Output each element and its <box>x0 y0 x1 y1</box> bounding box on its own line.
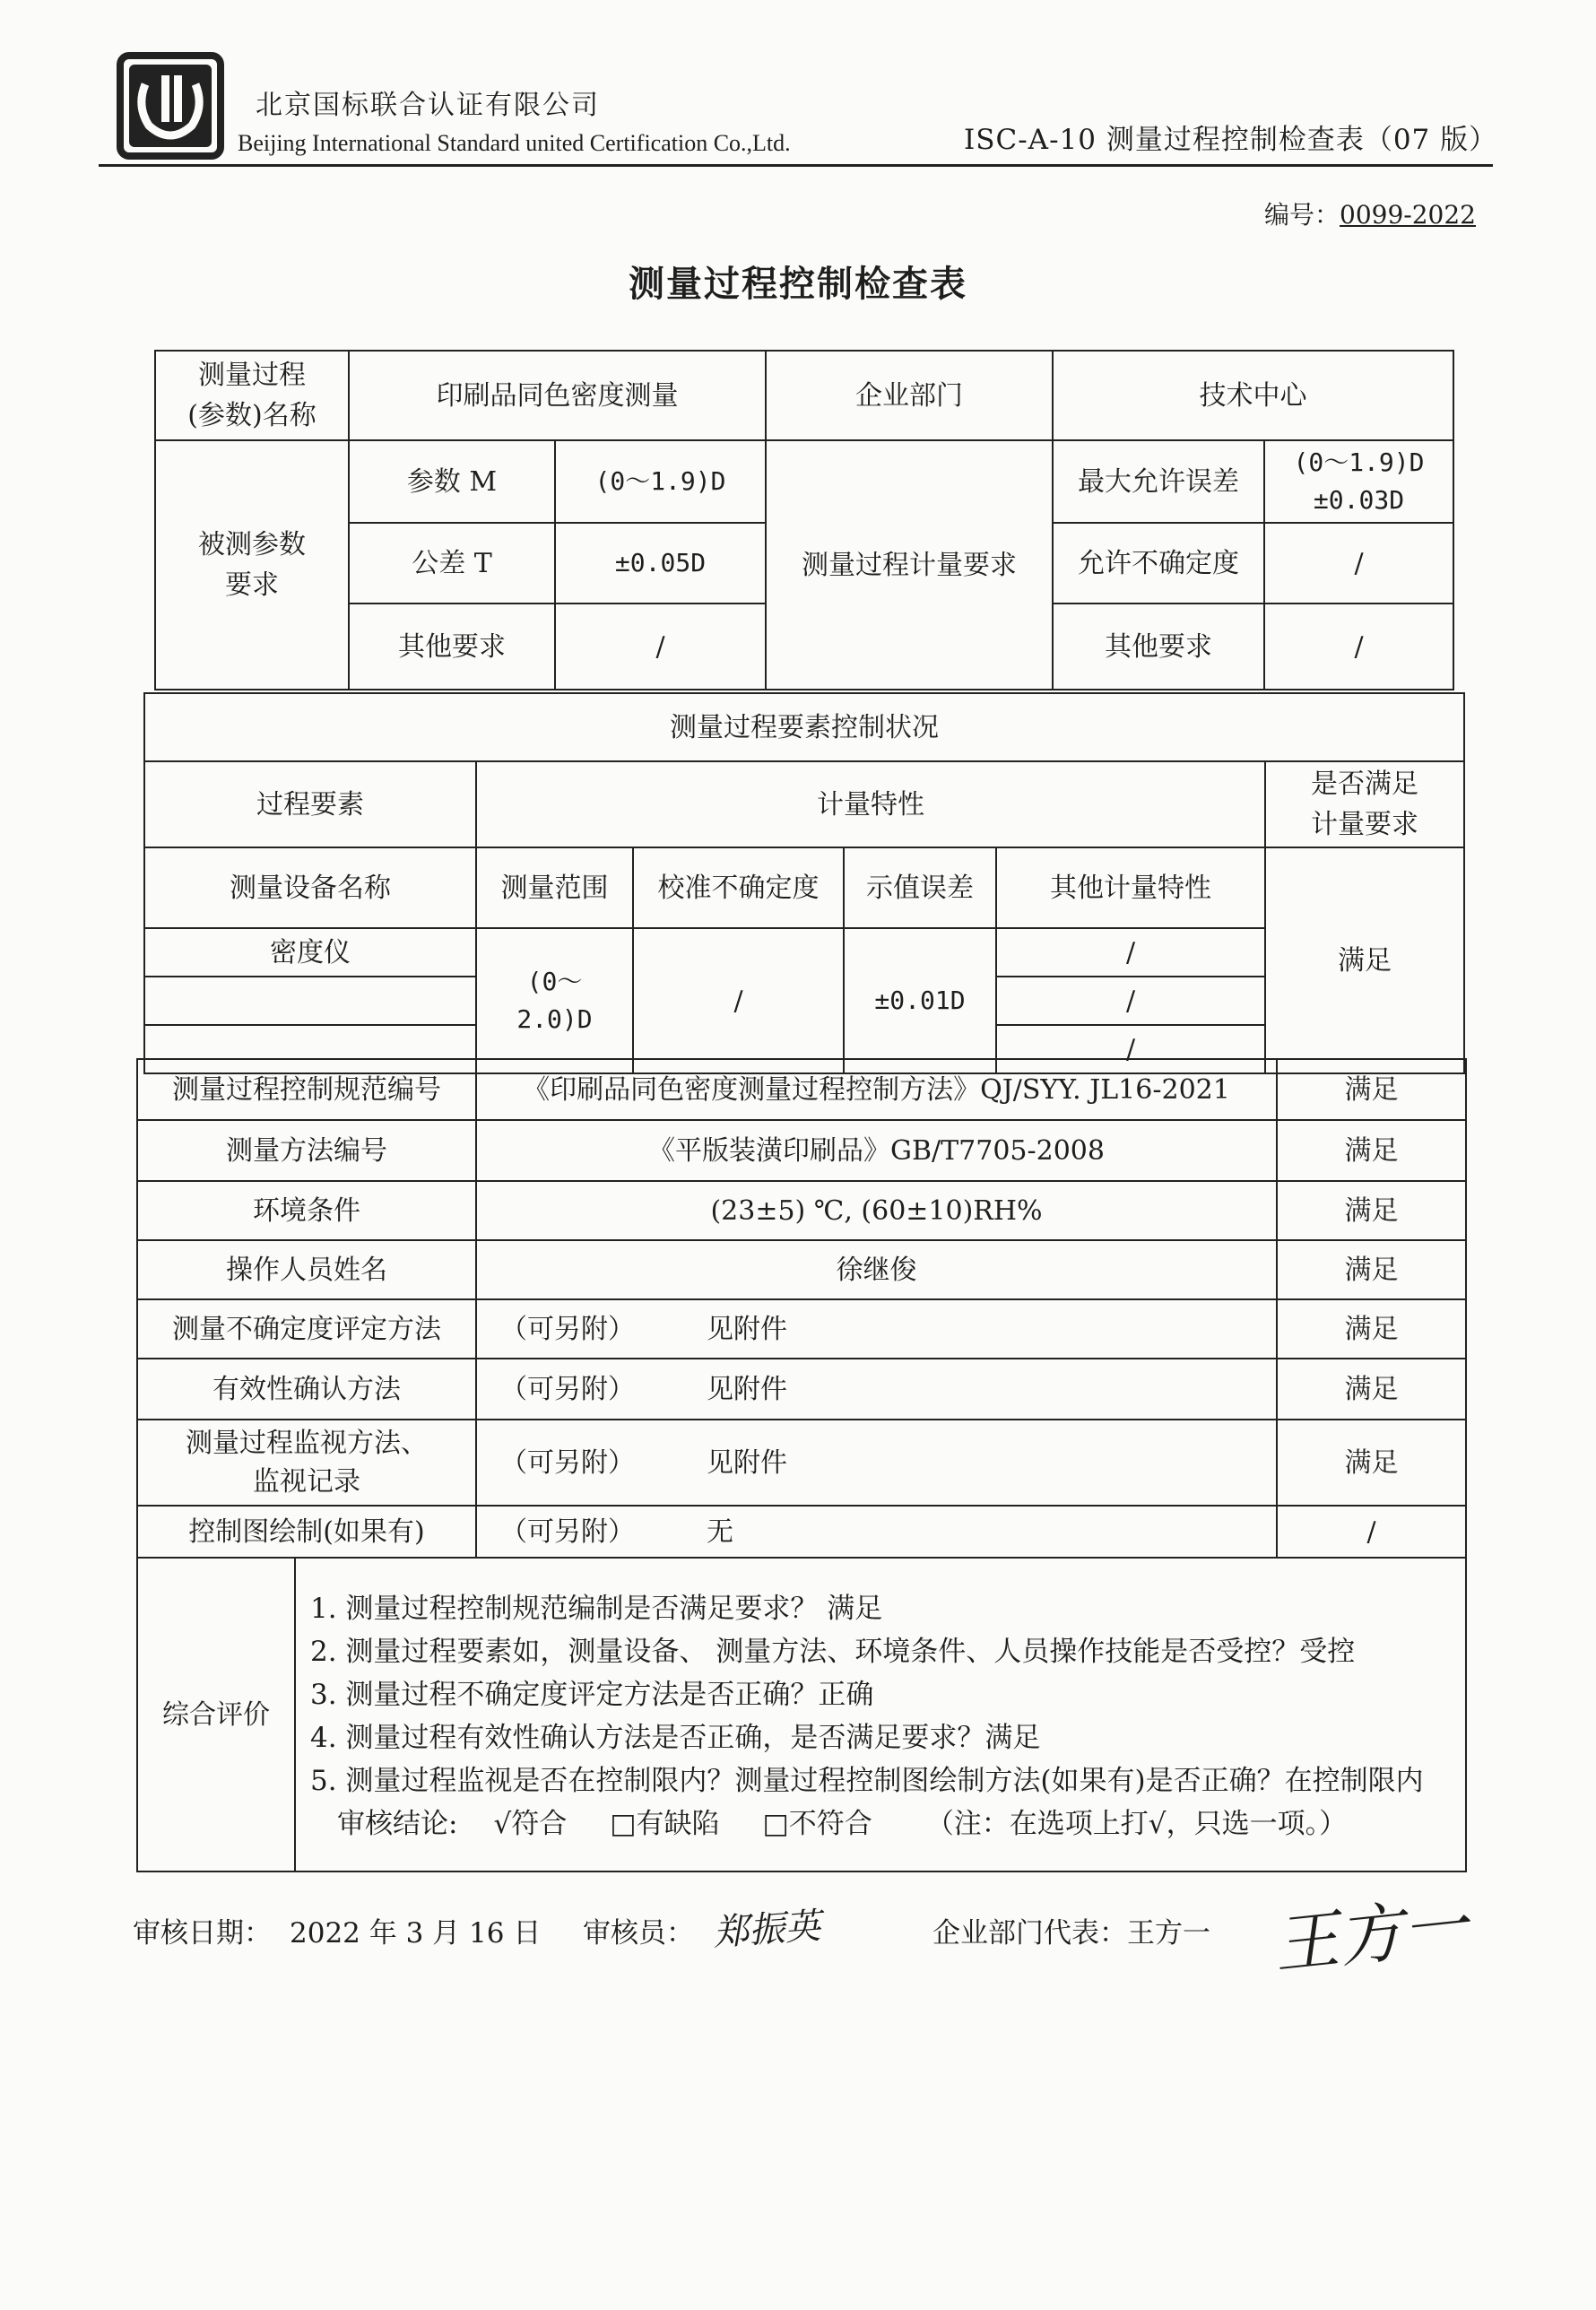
audit-date-label: 审核日期： <box>133 1917 272 1950</box>
row-label: 测量方法编号 <box>137 1120 476 1181</box>
process-elements-table <box>143 692 1465 1074</box>
row-label: 环境条件 <box>137 1181 476 1240</box>
row-value-text: 无 <box>707 1515 733 1548</box>
row-prefix: （可另附） <box>500 1515 635 1548</box>
row-prefix: （可另附） <box>500 1373 635 1405</box>
auditor-signature: 郑振英 <box>711 1905 822 1955</box>
row-label: 有效性确认方法 <box>137 1359 476 1420</box>
dept-label: 企业部门 <box>766 351 1053 440</box>
process-name-label: 测量过程 (参数)名称 <box>155 351 349 440</box>
representative-signature: 王方一 <box>1270 1887 1471 1984</box>
characteristic-label: 计量特性 <box>476 761 1265 847</box>
indication-error-label: 示值误差 <box>844 847 996 928</box>
company-logo <box>117 52 224 160</box>
conclusion-label: 审核结论: <box>337 1808 458 1841</box>
evaluation-label: 综合评价 <box>137 1558 295 1871</box>
auditor-label: 审核员： <box>583 1917 694 1950</box>
page-title: 测量过程控制检查表 <box>629 263 967 305</box>
form-code: ISC-A-10 测量过程控制检查表（07 版） <box>964 124 1498 156</box>
tolerance-value: ±0.05D <box>555 523 766 604</box>
option-fail: □不符合 <box>762 1808 872 1841</box>
row-value: (23±5) ℃, (60±10)RH% <box>476 1181 1277 1240</box>
row-value <box>476 1420 1277 1506</box>
control-items-table <box>136 1058 1467 1872</box>
row-label: 测量过程监视方法、 监视记录 <box>137 1420 476 1506</box>
row-value: 徐继俊 <box>476 1240 1277 1299</box>
evaluation-item: 1. 测量过程控制规范编制是否满足要求？ 满足 <box>310 1592 883 1625</box>
evaluation-content <box>295 1558 1466 1871</box>
row-prefix: （可另附） <box>500 1313 635 1345</box>
evaluation-item: 2. 测量过程要素如，测量设备、 测量方法、环境条件、人员操作技能是否受控？受控 <box>310 1635 1356 1668</box>
measured-parameter-table <box>154 350 1454 690</box>
other-req-value: / <box>555 604 766 690</box>
param-m-value: (0～1.9)D <box>555 440 766 523</box>
row-label: 测量过程控制规范编号 <box>137 1059 476 1120</box>
row-meets: 满足 <box>1277 1420 1466 1506</box>
audit-date-value: 2022 年 3 月 16 日 <box>290 1917 542 1950</box>
option-pass: √符合 <box>493 1808 568 1841</box>
device-name: 密度仪 <box>144 928 476 977</box>
serial-number <box>1264 195 1476 231</box>
row-meets: 满足 <box>1277 1120 1466 1181</box>
audit-conclusion <box>310 1802 1444 1845</box>
row-value-text: 见附件 <box>707 1446 787 1479</box>
row-meets: 满足 <box>1277 1299 1466 1359</box>
row-label: 测量不确定度评定方法 <box>137 1299 476 1359</box>
allowed-unc-value: / <box>1264 523 1453 604</box>
process-name: 印刷品同色密度测量 <box>349 351 766 440</box>
dept-value: 技术中心 <box>1053 351 1453 440</box>
other-req2-value: / <box>1264 604 1453 690</box>
allowed-unc-label: 允许不确定度 <box>1053 523 1264 604</box>
evaluation-item: 3. 测量过程不确定度评定方法是否正确？正确 <box>310 1678 874 1711</box>
other-req2-label: 其他要求 <box>1053 604 1264 690</box>
serial-label: 编号： <box>1264 200 1340 230</box>
device-calib-unc: / <box>633 928 844 1073</box>
device-name-blank-1 <box>144 977 476 1025</box>
tolerance-label: 公差 T <box>349 523 555 604</box>
row-label: 操作人员姓名 <box>137 1240 476 1299</box>
row-value: 《平版装潢印刷品》GB/T7705-2008 <box>476 1120 1277 1181</box>
other-char-3: / <box>996 1025 1265 1073</box>
device-range: (0～ 2.0)D <box>476 928 633 1073</box>
range-label: 测量范围 <box>476 847 633 928</box>
max-error-label: 最大允许误差 <box>1053 440 1264 523</box>
row-value <box>476 1299 1277 1359</box>
serial-value: 0099-2022 <box>1340 200 1476 230</box>
row-meets: / <box>1277 1506 1466 1558</box>
other-char-1: / <box>996 928 1265 977</box>
company-name-cn: 北京国标联合认证有限公司 <box>256 90 600 121</box>
selection-note: （注：在选项上打√，只选一项。） <box>925 1808 1348 1841</box>
row-value-text: 见附件 <box>707 1313 787 1345</box>
row-meets: 满足 <box>1277 1240 1466 1299</box>
row-prefix: （可另附） <box>500 1446 635 1479</box>
evaluation-item: 4. 测量过程有效性确认方法是否正确，是否满足要求？满足 <box>310 1722 1041 1754</box>
element-label: 过程要素 <box>144 761 476 847</box>
metrology-req-label: 测量过程计量要求 <box>766 440 1053 690</box>
row-value <box>476 1359 1277 1420</box>
elements-heading: 测量过程要素控制状况 <box>144 693 1464 761</box>
audit-date <box>133 1910 541 1950</box>
row-value <box>476 1506 1277 1558</box>
row-meets: 满足 <box>1277 1059 1466 1120</box>
meets-label: 是否满足 计量要求 <box>1265 761 1464 847</box>
row-meets: 满足 <box>1277 1181 1466 1240</box>
header-rule <box>99 164 1493 167</box>
device-name-label: 测量设备名称 <box>144 847 476 928</box>
param-m-label: 参数 M <box>349 440 555 523</box>
max-error-value: (0～1.9)D ±0.03D <box>1264 440 1453 523</box>
dept-representative: 企业部门代表：王方一 <box>932 1917 1210 1950</box>
measured-req-label: 被测参数 要求 <box>155 440 349 690</box>
company-name-en: Beijing International Standard united Certification Co.,Ltd. <box>238 130 791 156</box>
row-label: 控制图绘制(如果有) <box>137 1506 476 1558</box>
option-defect: □有缺陷 <box>610 1808 720 1841</box>
other-req-label: 其他要求 <box>349 604 555 690</box>
evaluation-item: 5. 测量过程监视是否在控制限内？测量过程控制图绘制方法(如果有)是否正确？在控制限内 <box>310 1765 1424 1798</box>
device-meets: 满足 <box>1265 847 1464 1073</box>
row-value: 《印刷品同色密度测量过程控制方法》QJ/SYY. JL16-2021 <box>476 1059 1277 1120</box>
other-char-label: 其他计量特性 <box>996 847 1265 928</box>
other-char-2: / <box>996 977 1265 1025</box>
calib-unc-label: 校准不确定度 <box>633 847 844 928</box>
row-meets: 满足 <box>1277 1359 1466 1420</box>
row-value-text: 见附件 <box>707 1373 787 1405</box>
device-indication-error: ±0.01D <box>844 928 996 1073</box>
